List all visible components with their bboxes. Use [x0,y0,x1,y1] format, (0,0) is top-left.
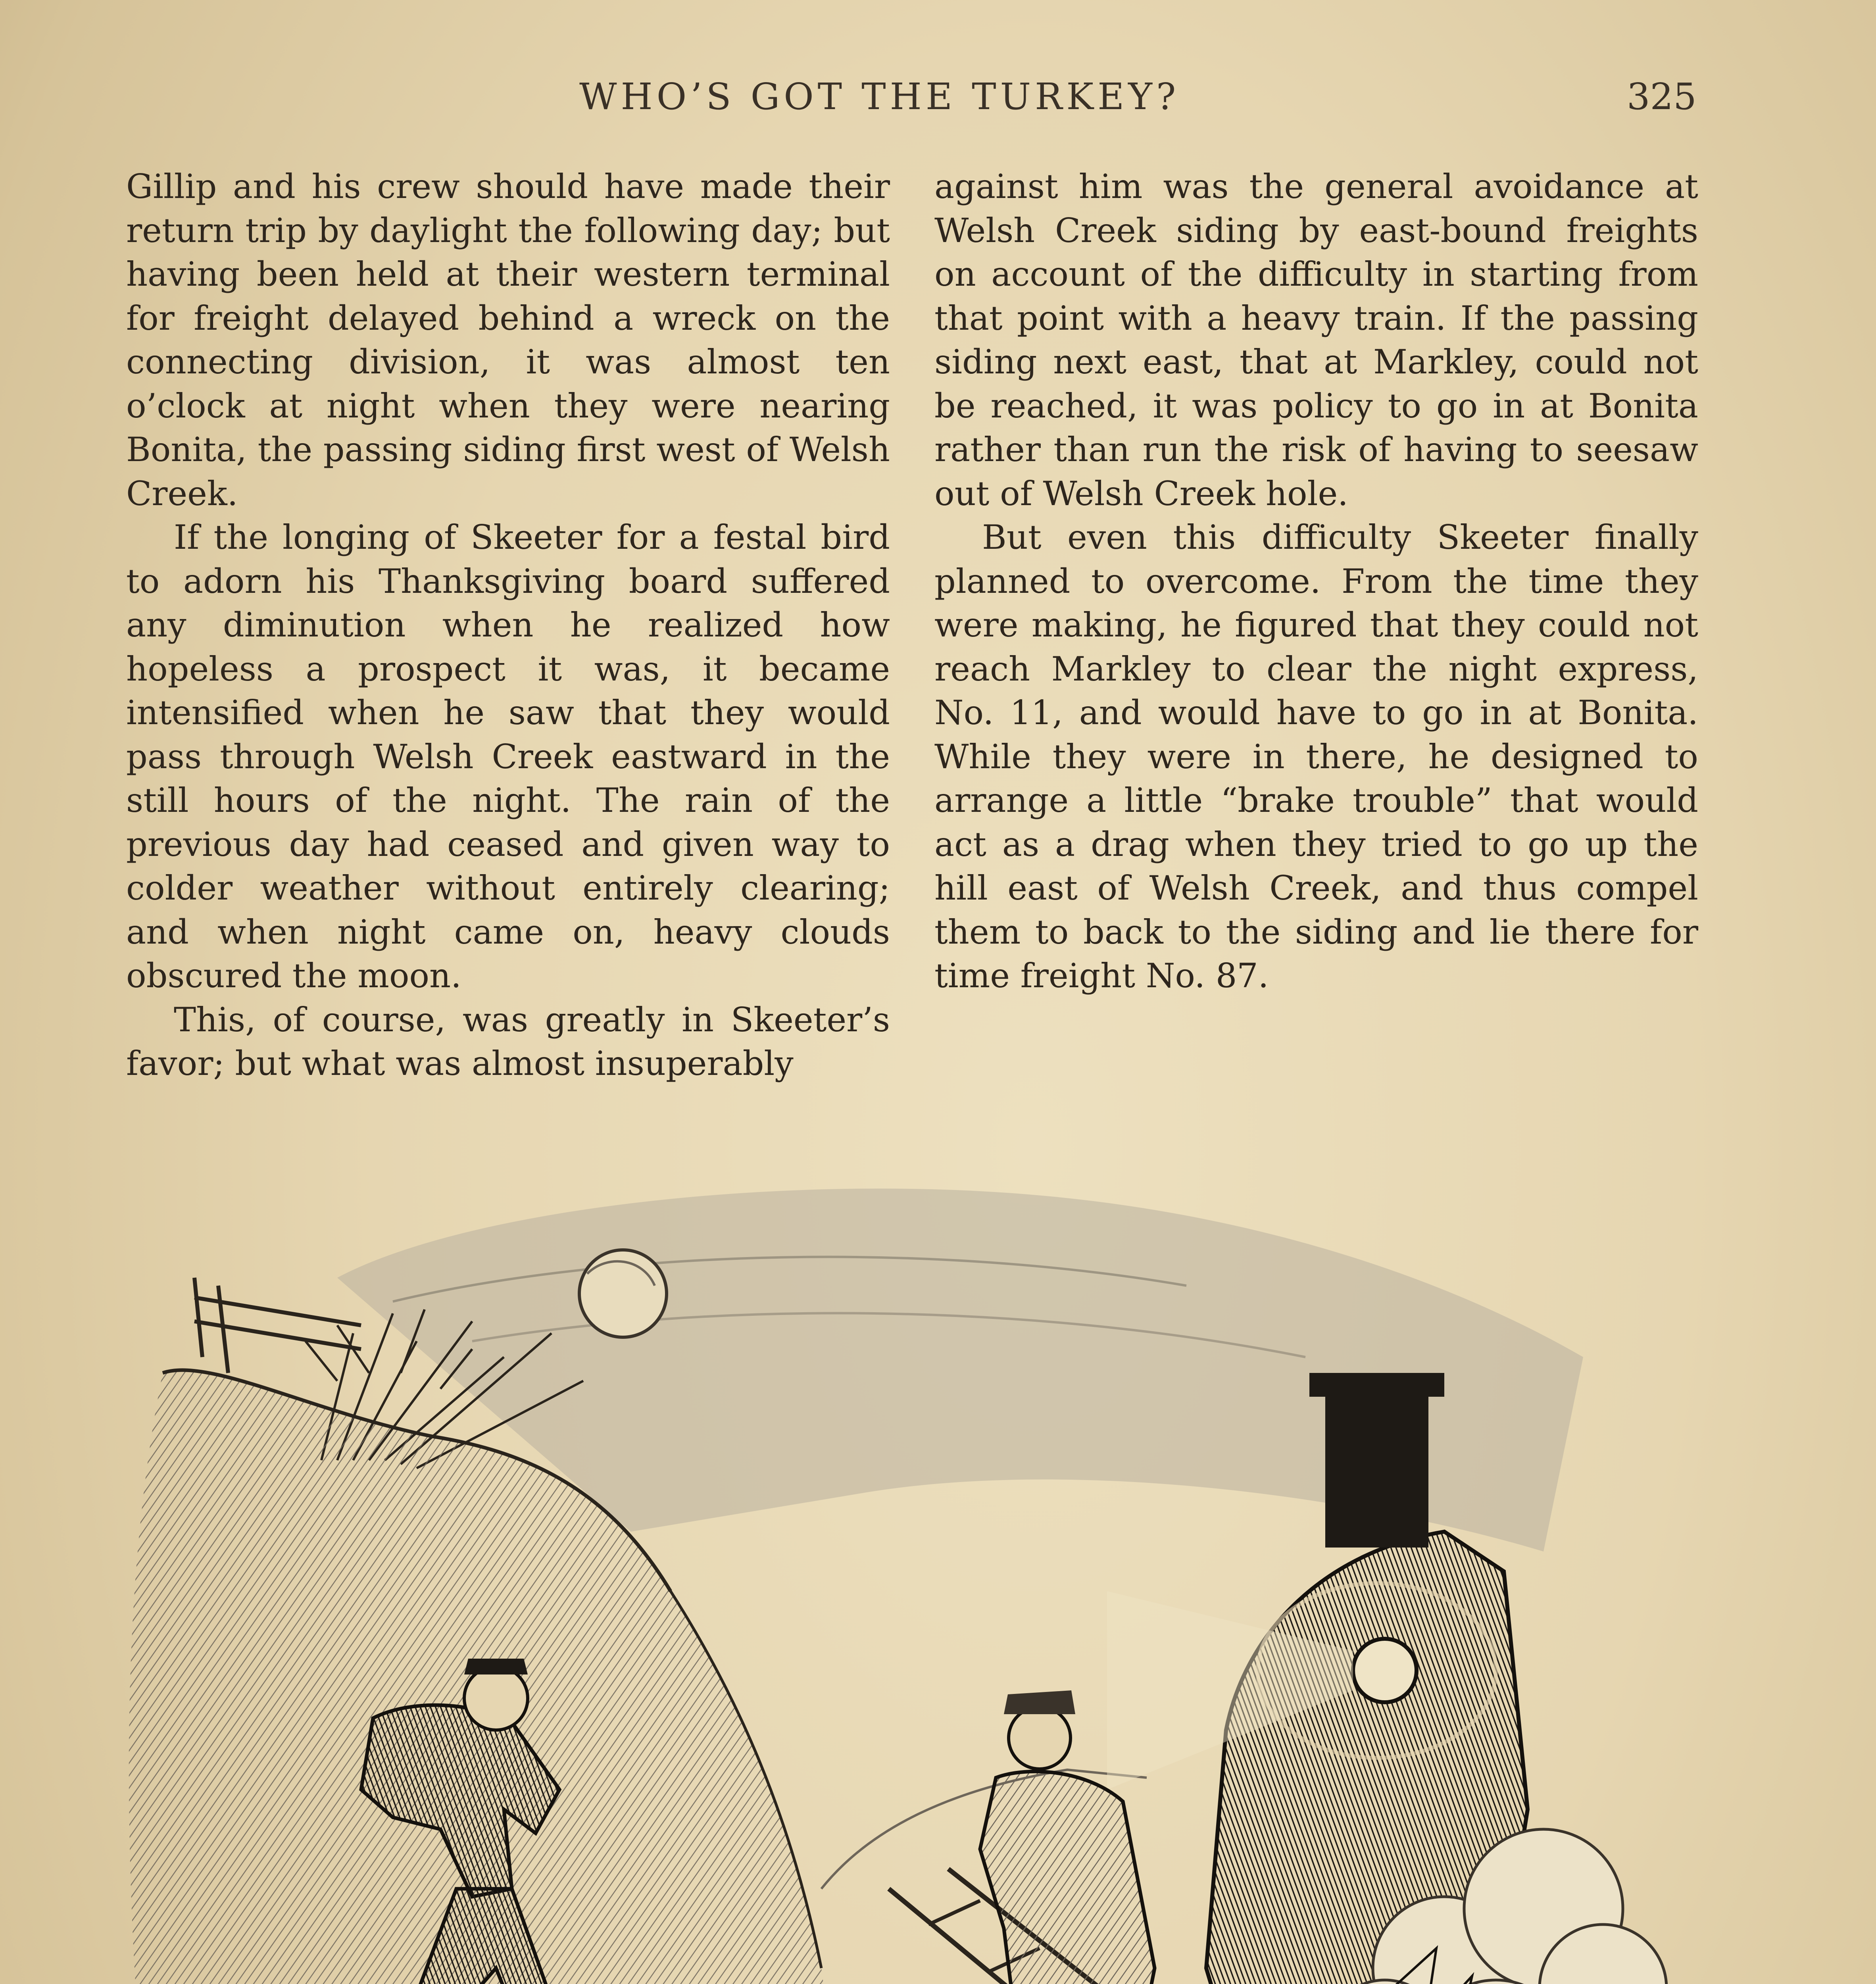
paragraph: Gillip and his crew should have made their return trip by daylight the following day; but having been held at their western terminal for freight delayed behind a wreck on the connecting division, it was almost ten o’clock at night when they were nearing Bonita, the passing siding first west of Welsh Creek. [126,167,890,513]
text-column-right [934,165,1698,998]
headlight [1353,1639,1417,1702]
paragraph: If the longing of Skeeter for a festal bird to adorn his Thanksgiving board suffered any diminution when he realized how hopeless a prospect it was, it became intensified when he saw that they would pass through Welsh Creek eastward in the still hours of the night. The rain of the previous day had ceased and given way to colder weather without entirely clearing; and when night came on, heavy clouds obscured the moon. [126,518,890,995]
engraved-illustration [115,1135,1742,1984]
running-title: WHO’S GOT THE TURKEY? [579,75,1180,118]
smokestack [1325,1381,1428,1548]
fence [194,1278,361,1373]
page-number: 325 [1627,75,1697,118]
paragraph: This, of course, was greatly in Skeeter’s favor; but what was almost insuperably [126,1000,890,1083]
paragraph: against him was the general avoidance at Welsh Creek siding by east-bound freights on account of the difficulty in starting from that point with a heavy train. If the passing siding next east, that at Markley, could not be reached, it was policy to go in at Bonita rather than run the risk of having to seesaw out of Welsh Creek hole. [934,167,1698,513]
paragraph: But even this difficulty Skeeter finally planned to overcome. From the time they were making, he figured that they could not reach Markley to clear the night express, No. 11, and would have to go in at Bonita. While they were in there, he designed to arrange a little “brake trouble” that would act as a drag when they tried to go up the hill east of Welsh Creek, and thus compel them to back to the siding and lie there for time freight No. 87. [934,518,1698,995]
text-column-left [126,165,890,1086]
moon [579,1250,667,1337]
